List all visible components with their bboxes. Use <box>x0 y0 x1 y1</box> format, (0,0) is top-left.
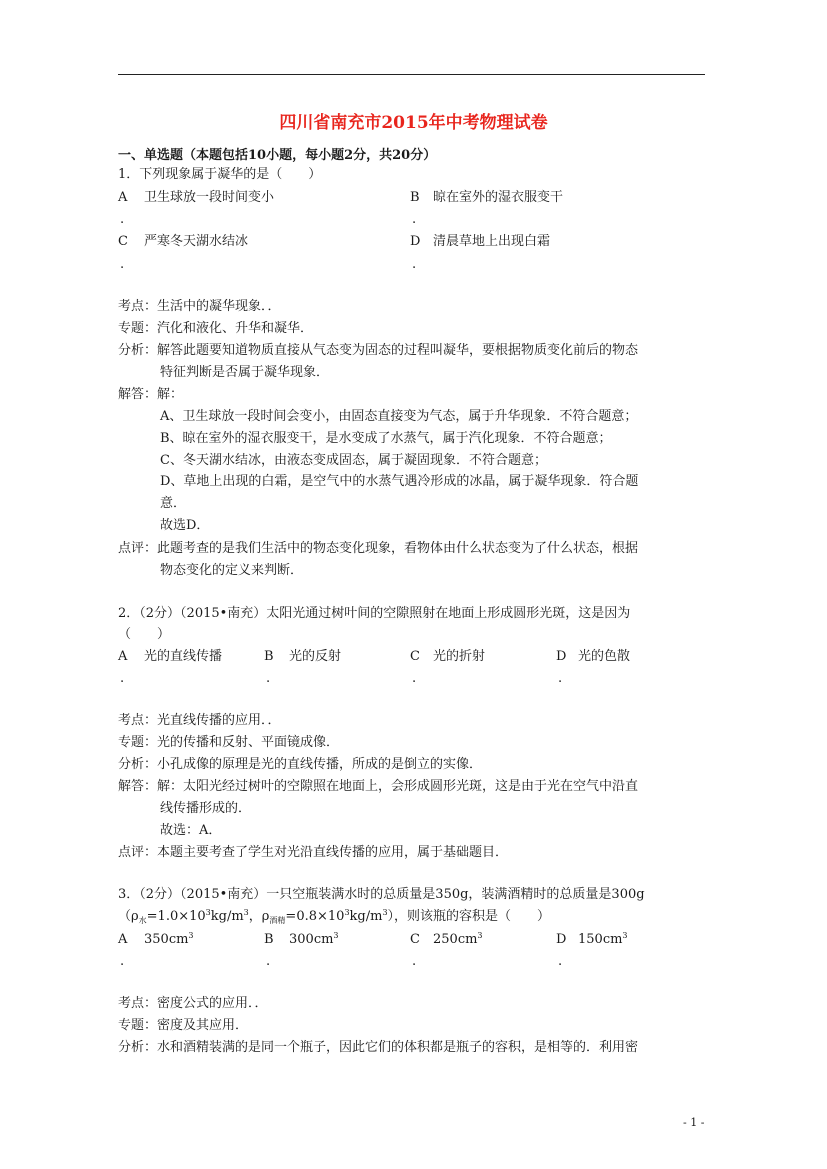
q2-fenxi: 分析：小孔成像的原理是光的直线传播，所成的是倒立的实像． <box>118 757 483 772</box>
q2-jieda-line2: 线传播形成的． <box>160 801 252 816</box>
q1-fenxi-line1: 分析：解答此题要知道物质直接从气态变为固态的过程叫凝华，要根据物质变化前后的物态 <box>118 343 639 358</box>
q3-option-c-letter: C <box>410 932 420 947</box>
q2-option-c-letter: C <box>410 649 420 664</box>
q3-option-c-dot: . <box>412 954 417 969</box>
q3-option-a-text: $350cm^3$ <box>144 931 194 947</box>
q1-dianping-line1: 点评：此题考查的是我们生活中的物态变化现象，看物体由什么状态变为了什么状态，根据 <box>118 541 639 556</box>
q1-answer-d-line2: 意． <box>160 496 187 511</box>
q1-option-d-text: 清晨草地上出现白霜 <box>433 234 551 249</box>
q1-option-a-text: 卫生球放一段时间变小 <box>144 190 275 205</box>
q1-kaodian: 考点：生活中的凝华现象．． <box>118 299 281 314</box>
q3-option-b-letter: B <box>264 932 274 947</box>
q1-option-c-dot: . <box>120 257 125 272</box>
q1-option-a-dot: . <box>120 212 125 227</box>
q3-stem-line2: （$\rho_水=1.0\times 10^3kg/m^3$，$\rho_{酒精}=0.8\times 10^3kg/m^3$），则该瓶的容积是（ ） <box>118 908 551 925</box>
q2-option-a-letter: A <box>118 649 128 664</box>
q1-answer-d-line1: D、草地上出现的白霜，是空气中的水蒸气遇冷形成的冰晶，属于凝华现象．符合题 <box>160 474 639 489</box>
q3-option-b-dot: . <box>266 954 271 969</box>
q1-jieda: 解答：解： <box>118 387 184 402</box>
q3-stem-line1: 3．（2分）（2015•南充）一只空瓶装满水时的总质量是350g，装满酒精时的总质量是300g <box>118 887 645 902</box>
q1-option-b-text: 晾在室外的湿衣服变干 <box>433 190 564 205</box>
q3-fenxi: 分析：水和酒精装满的是同一个瓶子，因此它们的体积都是瓶子的容积，是相等的．利用密 <box>118 1040 639 1055</box>
section-heading: 一、单选题（本题包括10小题，每小题2分，共20分） <box>118 148 437 163</box>
q2-option-d-letter: D <box>556 649 567 664</box>
q1-zhuanti: 专题：汽化和液化、升华和凝华． <box>118 321 314 336</box>
q1-option-d-dot: . <box>412 257 417 272</box>
q2-option-b-letter: B <box>264 649 274 664</box>
q2-stem-line1: 2．（2分）（2015•南充）太阳光通过树叶间的空隙照射在地面上形成圆形光斑，这是因为 <box>118 606 631 621</box>
q1-option-b-letter: B <box>410 190 420 205</box>
q1-fenxi-line2: 特征判断是否属于凝华现象． <box>160 365 330 380</box>
q2-choice: 故选：A． <box>160 823 222 838</box>
q1-answer-b: B、晾在室外的湿衣服变干，是水变成了水蒸气，属于汽化现象．不符合题意； <box>160 431 612 446</box>
q1-option-a-letter: A <box>118 190 128 205</box>
q3-option-d-letter: D <box>556 932 567 947</box>
q1-answer-a: A、卫生球放一段时间会变小，由固态直接变为气态，属于升华现象．不符合题意； <box>160 409 638 424</box>
q1-stem: 1．下列现象属于凝华的是（ ） <box>118 167 322 182</box>
q1-option-c-text: 严寒冬天湖水结冰 <box>144 234 249 249</box>
q3-option-c-text: $250cm^3$ <box>433 931 483 947</box>
q1-answer-c: C、冬天湖水结冰，由液态变成固态，属于凝固现象．不符合题意； <box>160 453 547 468</box>
q1-choice: 故选D． <box>160 518 210 533</box>
q1-option-d-letter: D <box>410 234 421 249</box>
q2-option-d-text: 光的色散 <box>578 649 631 664</box>
page-number: - 1 - <box>683 1116 705 1129</box>
q2-dianping: 点评：本题主要考查了学生对光沿直线传播的应用，属于基础题目． <box>118 845 509 860</box>
q3-option-b-text: $300cm^3$ <box>289 931 339 947</box>
q3-zhuanti: 专题：密度及其应用． <box>118 1018 249 1033</box>
q2-option-c-text: 光的折射 <box>433 649 486 664</box>
q2-option-a-dot: . <box>120 671 125 686</box>
q2-option-d-dot: . <box>558 671 563 686</box>
q2-jieda-line1: 解答：解：太阳光经过树叶的空隙照在地面上，会形成圆形光斑，这是由于光在空气中沿直 <box>118 779 639 794</box>
q2-option-a-text: 光的直线传播 <box>144 649 223 664</box>
q3-option-d-text: $150cm^3$ <box>578 931 628 947</box>
q2-option-c-dot: . <box>412 671 417 686</box>
q2-kaodian: 考点：光直线传播的应用．． <box>118 713 281 728</box>
page-title: 四川省南充市2015年中考物理试卷 <box>279 113 548 133</box>
q1-option-b-dot: . <box>412 212 417 227</box>
q3-option-a-letter: A <box>118 932 128 947</box>
q3-option-d-dot: . <box>558 954 563 969</box>
q2-zhuanti: 专题：光的传播和反射、平面镜成像． <box>118 735 340 750</box>
q2-option-b-dot: . <box>266 671 271 686</box>
q3-option-a-dot: . <box>120 954 125 969</box>
header-rule <box>118 74 705 75</box>
q2-option-b-text: 光的反射 <box>289 649 342 664</box>
q3-kaodian: 考点：密度公式的应用．． <box>118 996 268 1011</box>
q2-stem-line2: （ ） <box>118 627 171 642</box>
q1-option-c-letter: C <box>118 234 128 249</box>
q1-dianping-line2: 物态变化的定义来判断． <box>160 563 304 578</box>
